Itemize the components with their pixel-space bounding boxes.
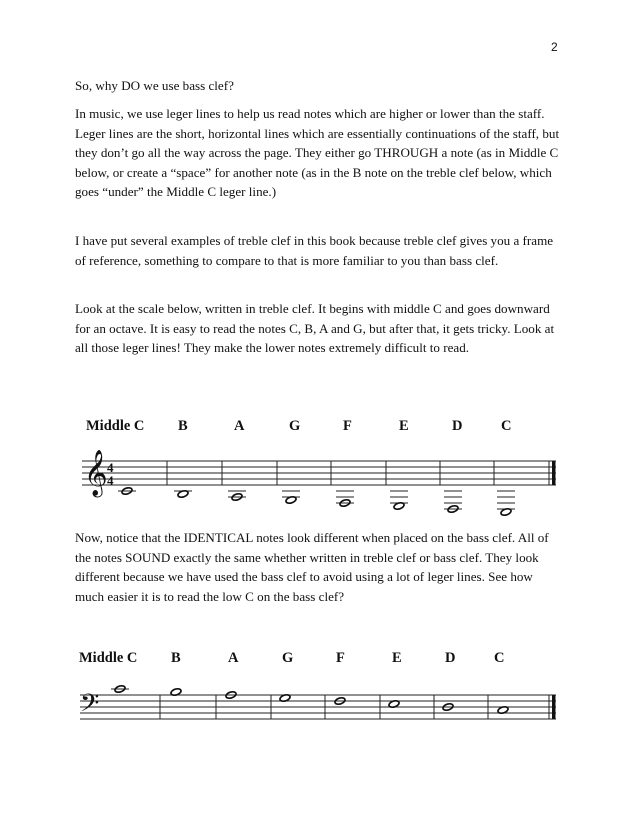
svg-text:4: 4 [107, 473, 114, 488]
treble-label-middle-c: Middle C [86, 418, 145, 434]
treble-label-a: A [234, 418, 245, 434]
treble-label-b: B [178, 418, 188, 434]
treble-label-g: G [289, 418, 301, 434]
svg-text:𝄢: 𝄢 [80, 689, 100, 724]
paragraph-treble-scale: Look at the scale below, written in treble clef. It begins with middle C and goes downward for an octave. It is easy to read the notes C, B, A and G, but after that, it gets tricky. Look at all those leger lines! They make the lower notes extremely difficult to read. [75, 301, 555, 356]
bass-label-c: C [494, 650, 505, 666]
bass-label-f: F [336, 650, 345, 666]
bass-label-d: D [445, 650, 456, 666]
treble-label-f: F [343, 418, 352, 434]
bass-label-a: A [228, 650, 239, 666]
paragraph-frame-of-reference: I have put several examples of treble clef in this book because treble clef gives you a frame of reference, something to compare to that is more familiar to you than bass clef. [75, 233, 554, 268]
bass-label-b: B [171, 650, 181, 666]
bass-label-middle-c: Middle C [79, 650, 138, 666]
bass-label-g: G [282, 650, 294, 666]
svg-text:𝄞: 𝄞 [84, 450, 108, 496]
bass-clef-icon [80, 689, 99, 724]
page-number: 2 [551, 40, 558, 54]
paragraph-leger-lines: In music, we use leger lines to help us read notes which are higher or lower than the staff. Leger lines are the short, horizontal lines which are essentially continuations of the staff, but they don’t go all the way across the page. They either go THROUGH a note (as in Middle C below, or create a “space” for another note (as in the B note on the treble clef below, which goes “under” the Middle C leger line.) [75, 106, 560, 200]
svg-text:4: 4 [107, 460, 114, 475]
paragraph-bass-comparison: Now, notice that the IDENTICAL notes look different when placed on the bass clef. All of the notes SOUND exactly the same whether written in treble clef or bass clef. They look different because we have used the bass clef to avoid using a lot of leger lines. See how much easier it is to read the low C on the bass clef? [75, 530, 549, 604]
question-heading: So, why DO we use bass clef? [75, 78, 234, 93]
treble-label-e: E [399, 418, 409, 434]
bass-label-e: E [392, 650, 402, 666]
bass-note-c4 [111, 685, 129, 694]
treble-label-c: C [501, 418, 512, 434]
treble-label-d: D [452, 418, 463, 434]
